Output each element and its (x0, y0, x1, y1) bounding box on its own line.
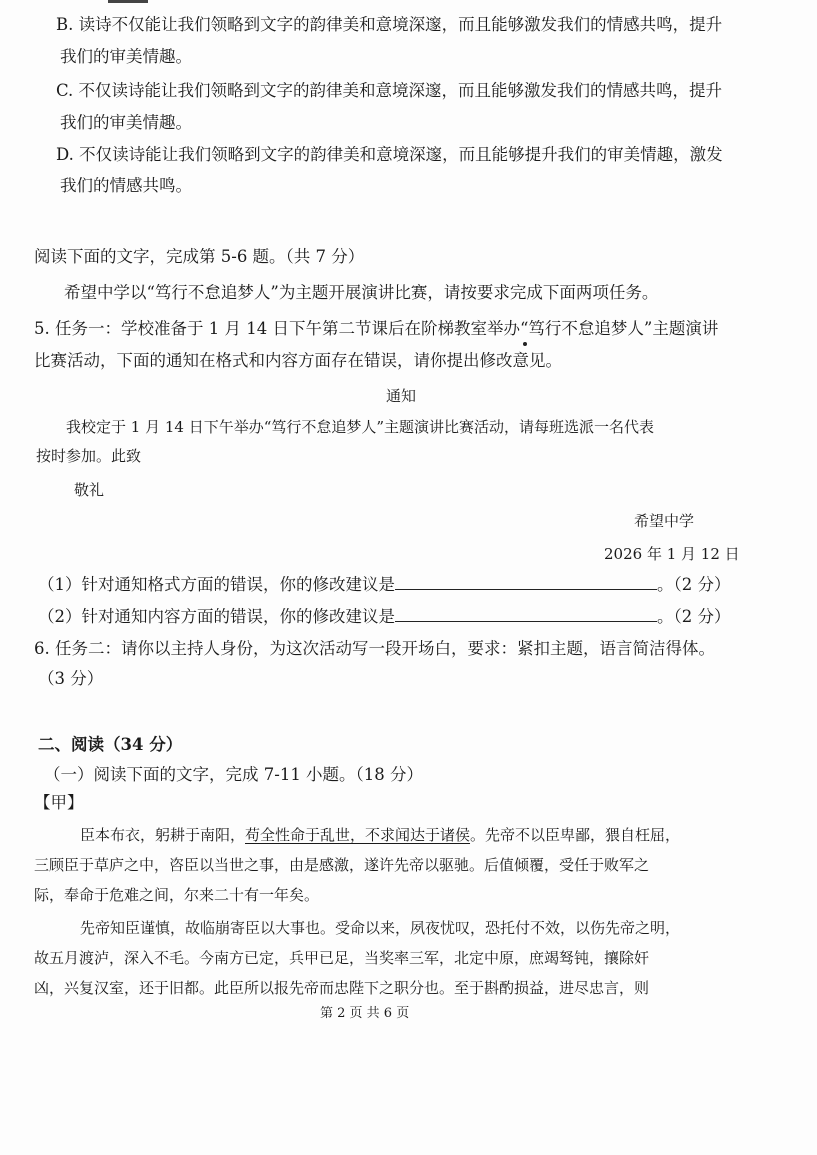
sub-question-2-score: 。（2 分） (657, 607, 731, 626)
option-b-line-2: 我们的审美情趣。 (60, 47, 192, 66)
passage-line-4: 先帝知臣谨慎，故临崩寄臣以大事也。受命以来，夙夜忧叹，恐托付不效，以伤先帝之明， (80, 919, 681, 937)
notice-title: 通知 (386, 387, 417, 405)
reading-heading: 二、阅读（34 分） (38, 735, 183, 754)
option-d-line-2: 我们的情感共鸣。 (60, 176, 192, 195)
page-footer: 第 2 页 共 6 页 (320, 1006, 410, 1021)
sub-question-2 (38, 606, 731, 628)
notice-body-line-2: 按时参加。此致 (36, 447, 142, 465)
task-background: 希望中学以“笃行不怠追梦人”为主题开展演讲比赛，请按要求完成下面两项任务。 (64, 283, 659, 302)
answer-blank-2[interactable] (395, 606, 657, 622)
question-5-line-1: 5. 任务一：学校准备于 1 月 14 日下午第二节课后在阶梯教室举办“笃行不怠追梦人”主题演讲 (34, 319, 719, 338)
emphasis-dot (523, 342, 527, 346)
passage-line-3: 际，奉命于危难之间，尔来二十有一年矣。 (34, 886, 320, 904)
reading-sub-heading: （一）阅读下面的文字，完成 7-11 小题。（18 分） (44, 765, 424, 784)
notice-signature: 希望中学 (634, 512, 695, 530)
passage-line-2: 三顾臣于草庐之中，咨臣以当世之事，由是感激，遂许先帝以驱驰。后值倾覆，受任于败军之 (34, 856, 650, 874)
notice-date: 2026 年 1 月 12 日 (604, 545, 740, 563)
option-b-line-1: B. 读诗不仅能让我们领略到文字的韵律美和意境深邃，而且能够激发我们的情感共鸣，提升 (56, 15, 723, 34)
option-c-line-1: C. 不仅读诗能让我们领略到文字的韵律美和意境深邃，而且能够激发我们的情感共鸣，提升 (56, 81, 723, 100)
question-5-line-2: 比赛活动，下面的通知在格式和内容方面存在错误，请你提出修改意见。 (34, 351, 562, 370)
scan-mark (108, 0, 148, 3)
option-c-line-2: 我们的审美情趣。 (60, 113, 192, 132)
passage-line-1 (80, 824, 680, 846)
passage-line-1-a: 臣本布衣，躬耕于南阳， (80, 826, 246, 844)
question-6-line-2: （3 分） (38, 669, 104, 688)
passage-line-1-b: 。先帝不以臣卑鄙，猥自枉屈， (470, 826, 681, 844)
sub-question-1 (38, 574, 731, 596)
question-6-line-1: 6. 任务二：请你以主持人身份，为这次活动写一段开场白，要求：紧扣主题，语言简洁得体。 (34, 639, 715, 658)
option-d-line-1: D. 不仅读诗能让我们领略到文字的韵律美和意境深邃，而且能够提升我们的审美情趣，激发 (56, 145, 723, 164)
passage-jia-label: 【甲】 (34, 793, 84, 812)
notice-body-line-1: 我校定于 1 月 14 日下午举办“笃行不怠追梦人”主题演讲比赛活动，请每班选派一名代表 (66, 418, 655, 436)
passage-line-5: 故五月渡泸，深入不毛。今南方已定，兵甲已足，当奖率三军，北定中原，庶竭驽钝，攘除奸 (34, 949, 650, 967)
answer-blank-1[interactable] (395, 574, 657, 590)
sub-question-2-prompt: （2）针对通知内容方面的错误，你的修改建议是 (38, 607, 395, 626)
section-intro: 阅读下面的文字，完成第 5-6 题。（共 7 分） (34, 247, 365, 266)
sub-question-1-score: 。（2 分） (657, 575, 731, 594)
underlined-sentence: 苟全性命于乱世，不求闻达于诸侯 (245, 826, 471, 844)
passage-line-6: 凶，兴复汉室，还于旧都。此臣所以报先帝而忠陛下之职分也。至于斟酌损益，进尽忠言，则 (34, 979, 650, 997)
sub-question-1-prompt: （1）针对通知格式方面的错误，你的修改建议是 (38, 575, 395, 594)
notice-salute: 敬礼 (74, 481, 105, 499)
